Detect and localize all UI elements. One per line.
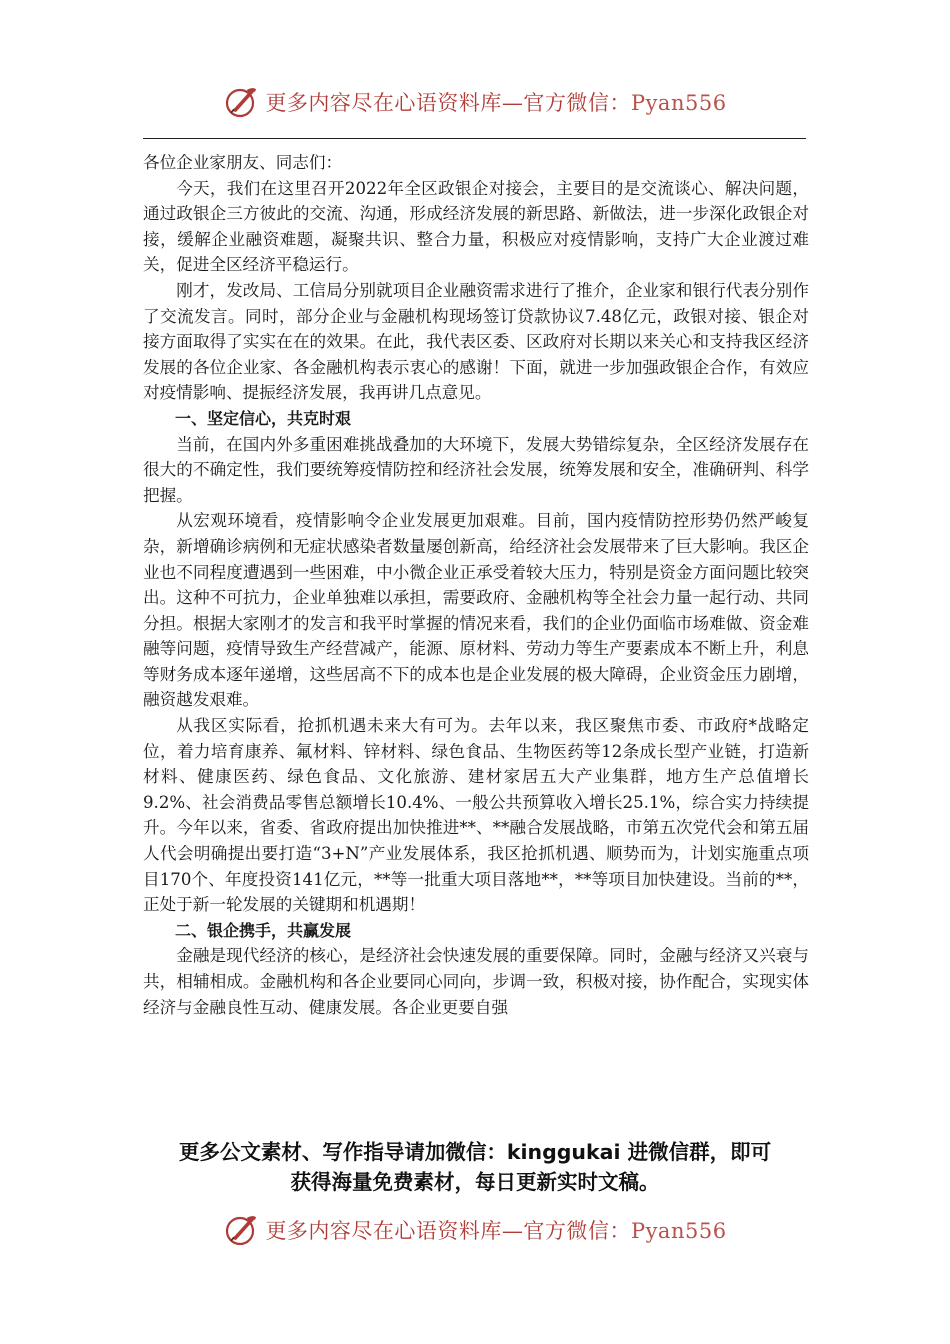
header-banner-text bbox=[265, 87, 726, 117]
promo-line-1: 更多公文素材、写作指导请加微信：kinggukai 进微信群，即可 bbox=[178, 1140, 772, 1164]
quill-pen-logo-icon bbox=[223, 1212, 259, 1248]
footer-wechat-id: Pyan556 bbox=[630, 1219, 727, 1243]
section-1-heading: 一、坚定信心，共克时艰 bbox=[175, 408, 352, 428]
header-banner-main-text: 更多内容尽在心语资料库—官方微信： bbox=[265, 91, 631, 115]
salutation: 各位企业家朋友、同志们： bbox=[143, 153, 343, 172]
intro-paragraph-1: 今天，我们在这里召开2022年全区政银企对接会，主要目的是交流谈心、解决问题，通过政银企三方彼此的交流、沟通，形成经济发展的新思路、新做法，进一步深化政银企对接，缓解企业融资难题，凝聚共识、整合力量，积极应对疫情影响，支持广大企业渡过难关，促进全区经济平稳运行。 bbox=[143, 178, 809, 275]
header-banner-inner bbox=[223, 84, 726, 120]
section-2-paragraph-1: 金融是现代经济的核心，是经济社会快速发展的重要保障。同时，金融与经济又兴衰与共，相辅相成。金融机构和各企业要同心同向，步调一致，积极对接，协作配合，实现实体经济与金融良性互动、健康发展。各企业更要自强 bbox=[143, 946, 809, 1017]
document-body bbox=[143, 150, 809, 1020]
header-banner bbox=[0, 82, 950, 122]
section-1-paragraph-2: 从宏观环境看，疫情影响令企业发展更加艰难。目前，国内疫情防控形势仍然严峻复杂，新增确诊病例和无症状感染者数量屡创新高，给经济社会发展带来了巨大影响。我区企业也不同程度遭遇到一些困难，中小微企业正承受着较大压力，特别是资金方面问题比较突出。这种不可抗力，企业单独难以承担，需要政府、金融机构等全社会力量一起行动、共同分担。根据大家刚才的发言和我平时掌握的情况来看，我们的企业仍面临市场难做、资金难融等问题，疫情导致生产经营减产，能源、原材料、劳动力等生产要素成本不断上升，利息等财务成本逐年递增，这些居高不下的成本也是企业发展的极大障碍，企业资金压力剧增，融资越发艰难。 bbox=[143, 511, 809, 710]
intro-paragraph-2: 刚才，发改局、工信局分别就项目企业融资需求进行了推介，企业家和银行代表分别作了交流发言。同时，部分企业与金融机构现场签订贷款协议7.48亿元，政银对接、银企对接方面取得了实实在在的效果。在此，我代表区委、区政府对长期以来关心和支持我区经济发展的各位企业家、各金融机构表示衷心的感谢！下面，就进一步加强政银企合作，有效应对疫情影响、提振经济发展，我再讲几点意见。 bbox=[143, 280, 809, 403]
footer-banner-inner bbox=[223, 1212, 726, 1248]
section-1-paragraph-3: 从我区实际看，抢抓机遇未来大有可为。去年以来，我区聚焦市委、市政府*战略定位，着力培育康养、氟材料、锌材料、绿色食品、生物医药等12条成长型产业链，打造新材料、健康医药、绿色食品、文化旅游、建材家居五大产业集群，地方生产总值增长9.2%、社会消费品零售总额增长10.4%、一般公共预算收入增长25.1%，综合实力持续提升。今年以来，省委、省政府提出加快推进**、**融合发展战略，市第五次党代会和第五届人代会明确提出要打造“3+N”产业发展体系，我区抢抓机遇、顺势而为，计划实施重点项目170个、年度投资141亿元，**等一批重大项目落地**，**等项目加快建设。当前的**，正处于新一轮发展的关键期和机遇期！ bbox=[143, 716, 809, 915]
promo-line-2: 获得海量免费素材，每日更新实时文稿。 bbox=[290, 1170, 660, 1194]
promo-note bbox=[0, 1137, 950, 1197]
header-wechat-id: Pyan556 bbox=[630, 91, 727, 115]
footer-banner bbox=[0, 1210, 950, 1250]
header-divider bbox=[143, 138, 806, 139]
section-2-heading: 二、银企携手，共赢发展 bbox=[175, 920, 352, 940]
footer-banner-text bbox=[265, 1215, 726, 1245]
quill-pen-logo-icon bbox=[223, 84, 259, 120]
section-1-paragraph-1: 当前，在国内外多重困难挑战叠加的大环境下，发展大势错综复杂，全区经济发展存在很大的不确定性，我们要统筹疫情防控和经济社会发展，统筹发展和安全，准确研判、科学把握。 bbox=[143, 434, 809, 505]
footer-banner-main-text: 更多内容尽在心语资料库—官方微信： bbox=[265, 1219, 631, 1243]
